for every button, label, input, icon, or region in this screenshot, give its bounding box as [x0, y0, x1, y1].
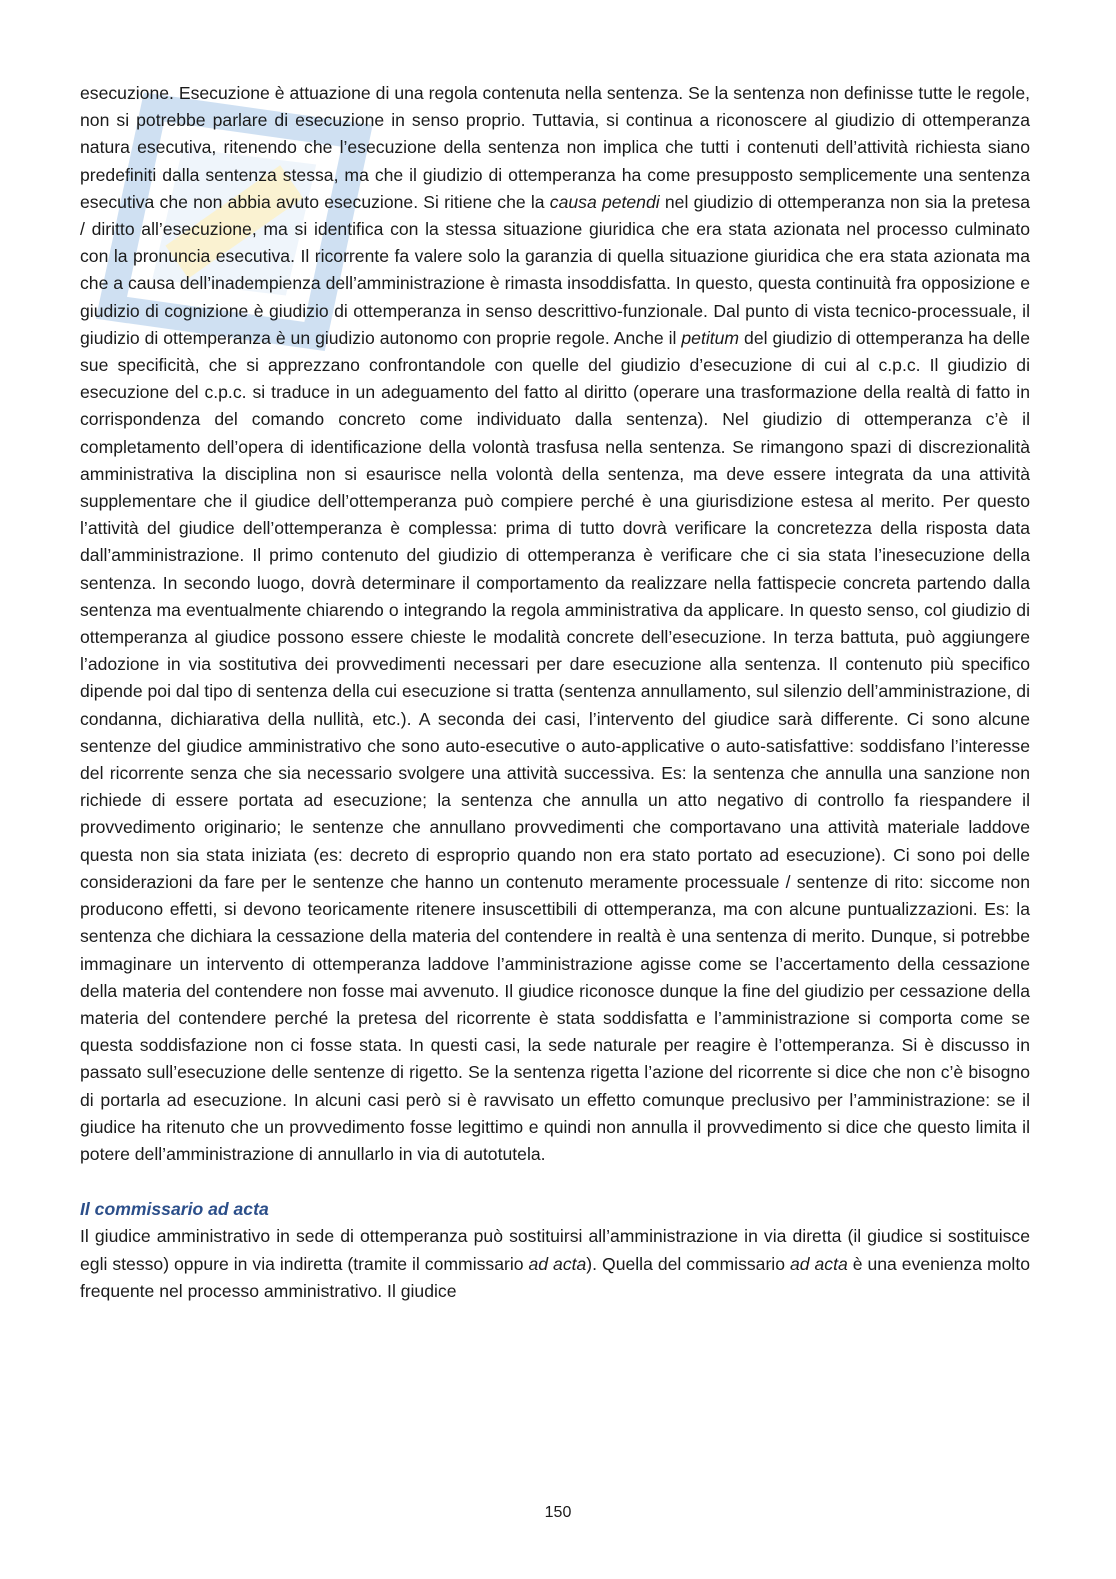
italic-term: causa petendi	[549, 191, 660, 212]
italic-term: petitum	[681, 327, 740, 348]
text-run: ). Quella del commissario	[586, 1253, 790, 1274]
italic-term: ad acta	[789, 1253, 848, 1274]
text-run: è una evenienza molto frequente nel processo amministrativo. Il giudice	[80, 1253, 1030, 1301]
section-heading: Il commissario ad acta	[80, 1199, 269, 1220]
main-paragraph	[80, 80, 1030, 1168]
text-run: nel giudizio di ottemperanza non sia la pretesa / diritto all’esecuzione, ma si identifica con la stessa situazione giuridica che era stata azionata nel processo culminato con la pronuncia esecutiva. Il ricorrente fa valere solo la garanzia di quella situazione giuridica che era stata azionata ma che a causa dell’inadempienza dell’amministrazione è rimasta insoddisfatta. In questo, questa continuità fra opposizione e giudizio di cognizione è giudizio di ottemperanza in senso descrittivo-funzionale. Dal punto di vista tecnico-processuale, il giudizio di ottemperanza è un giudizio autonomo con proprie regole. Anche il	[80, 191, 1030, 348]
page-number: 150	[544, 1504, 572, 1521]
italic-term: ad acta	[528, 1253, 587, 1274]
text-run: del giudizio di ottemperanza ha delle sue specificità, che si apprezzano confrontandole con quelle del giudizio d’esecuzione di cui al c.p.c. Il giudizio di esecuzione del c.p.c. si traduce in un adeguamento del fatto al diritto (operare una trasformazione della realtà di fatto in corrispondenza del comando concreto come individuato dalla sentenza). Nel giudizio di ottemperanza c’è il completamento dell’opera di identificazione della volontà trasfusa nella sentenza. Se rimangono spazi di discrezionalità amministrativa la disciplina non si esaurisce nella volontà della sentenza, ma deve essere integrata da una attività supplementare che il giudice dell’ottemperanza può compiere perché è una giurisdizione estesa al merito. Per questo l’attività del giudice dell’ottemperanza è complessa: prima di tutto dovrà verificare la concretezza della risposta data dall’amministrazione. Il primo contenuto del giudizio di ottemperanza è verificare che ci sia stata l’inesecuzione della sentenza. In secondo luogo, dovrà determinare il comportamento da realizzare nella fattispecie concreta partendo dalla sentenza ma eventualmente chiarendo o integrando la regola amministrativa da applicare. In questo senso, col giudizio di ottemperanza al giudice possono essere chieste le modalità concrete dell’esecuzione. In terza battuta, può aggiungere l’adozione in via sostitutiva dei provvedimenti necessari per dare esecuzione alla sentenza. Il contenuto più specifico dipende poi dal tipo di sentenza della cui esecuzione si tratta (sentenza annullamento, sul silenzio dell’amministrazione, di condanna, dichiarativa della nullità, etc.). A seconda dei casi, l’intervento del giudice sarà differente. Ci sono alcune sentenze del giudice amministrativo che sono auto-esecutive o auto-applicative o auto-satisfattive: soddisfano l’interesse del ricorrente senza che sia necessario svolgere una attività successiva. Es: la sentenza che annulla una sanzione non richiede di essere portata ad esecuzione; la sentenza che annulla un atto negativo di controllo fa riespandere il provvedimento originario; le sentenze che annullano provvedimenti che comportavano una attività materiale laddove questa non sia stata iniziata (es: decreto di esproprio quando non era stato portato ad esecuzione). Ci sono poi delle considerazioni da fare per le sentenze che hanno un contenuto meramente processuale / sentenze di rito: siccome non producono effetti, si devono teoricamente ritenere insuscettibili di ottemperanza, ma con alcune puntualizzazioni. Es: la sentenza che dichiara la cessazione della materia del contendere in realtà è una sentenza di merito. Dunque, si potrebbe immaginare un intervento di ottemperanza laddove l’amministrazione agisse come se l’accertamento della cessazione della materia del contendere non fosse mai avvenuto. Il giudice riconosce dunque la fine del giudizio per cessazione della materia del contendere perché la pretesa del ricorrente è stata soddisfatta e l’amministrazione si comporta come se questa soddisfazione non ci fosse stata. In questi casi, la sede naturale per reagire è l’ottemperanza. Si è discusso in passato sull’esecuzione delle sentenze di rigetto. Se la sentenza rigetta l’azione del ricorrente si dice che non c’è bisogno di portarla ad esecuzione. In alcuni casi però si è ravvisato un effetto comunque preclusivo per l’amministrazione: se il giudice ha ritenuto che un provvedimento fosse legittimo e quindi non annulla il provvedimento si dice che questo limita il potere dell’amministrazione di annullarlo in via di autotutela.	[80, 327, 1030, 1164]
section-paragraph	[80, 1223, 1030, 1305]
text-run: esecuzione. Esecuzione è attuazione di una regola contenuta nella sentenza. Se la sentenza non definisse tutte le regole, non si potrebbe parlare di esecuzione in senso proprio. Tuttavia, si continua a riconoscere al giudizio di ottemperanza natura esecutiva, ritenendo che l’esecuzione della sentenza non implica che tutti i contenuti dell’attività richiesta siano predefiniti dalla sentenza stessa, ma che il giudizio di ottemperanza ha come presupposto semplicemente una sentenza esecutiva che non abbia avuto esecuzione. Si ritiene che la	[80, 83, 1030, 212]
text-run: Il giudice amministrativo in sede di ottemperanza può sostituirsi all’amministrazione in via diretta (il giudice si sostituisce egli stesso) oppure in via indiretta (tramite il commissario	[80, 1226, 1030, 1274]
page-body	[80, 80, 1030, 1305]
